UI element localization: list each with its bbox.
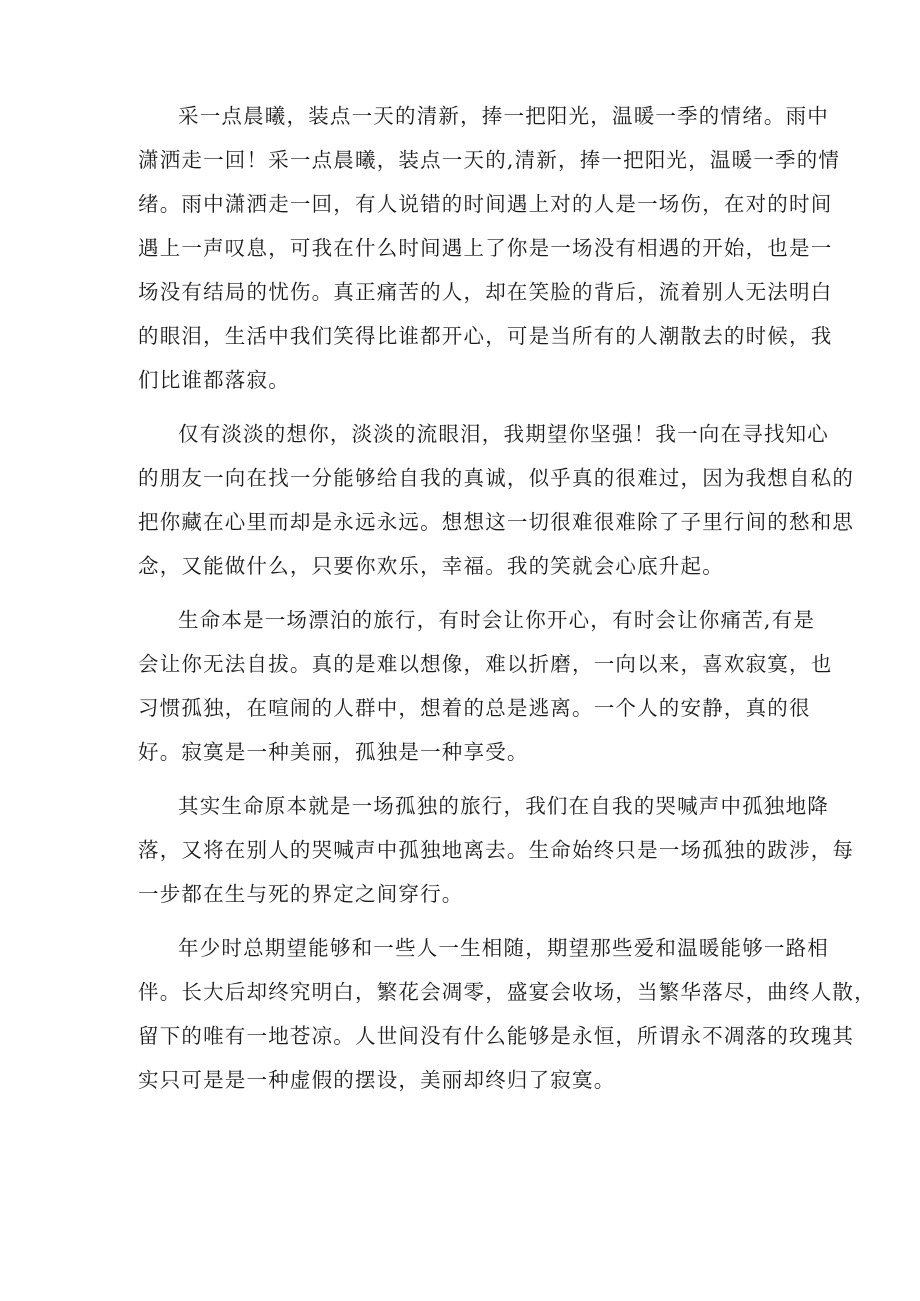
text-line: 潇洒走一回！采一点晨曦，装点一天的,清新，捧一把阳光，温暖一季的情: [138, 148, 841, 172]
text-line: 实只可是是一种虚假的摆设，美丽却终归了寂寞。: [138, 1068, 616, 1092]
text-line: 的朋友一向在找一分能够给自我的真诚，似乎真的很难过，因为我想自私的: [138, 466, 855, 490]
text-line: 念，又能做什么，只要你欢乐，幸福。我的笑就会心底升起。: [138, 554, 724, 578]
text-line: 落，又将在别人的哭喊声中孤独地离去。生命始终只是一场孤独的跋涉，每: [138, 838, 855, 862]
paragraph-5: [138, 926, 876, 1102]
article-body: [138, 94, 876, 1102]
paragraph-4: [138, 784, 855, 916]
text-line: 的眼泪，生活中我们笑得比谁都开心，可是当所有的人潮散去的时候，我: [138, 324, 833, 348]
text-line: 伴。长大后却终究明白，繁花会凋零，盛宴会收场，当繁华落尽，曲终人散，: [138, 980, 876, 1004]
paragraph-2: [138, 412, 855, 588]
text-line: 留下的唯有一地苍凉。人世间没有什么能够是永恒，所谓永不凋落的玫瑰其: [138, 1024, 855, 1048]
paragraph-1: [138, 94, 841, 402]
text-line: 习惯孤独，在喧闹的人群中，想着的总是逃离。一个人的安静，真的很: [138, 696, 811, 720]
text-line: 遇上一声叹息，可我在什么时间遇上了你是一场没有相遇的开始，也是一: [138, 236, 833, 260]
text-line: 采一点晨曦，装点一天的清新，捧一把阳光，温暖一季的情绪。雨中: [178, 104, 829, 128]
text-line: 场没有结局的忧伤。真正痛苦的人，却在笑脸的背后，流着别人无法明白: [138, 280, 833, 304]
text-line: 一步都在生与死的界定之间穿行。: [138, 882, 464, 906]
text-line: 们比谁都落寂。: [138, 368, 290, 392]
text-line: 绪。雨中潇洒走一回，有人说错的时间遇上对的人是一场伤，在对的时间: [138, 192, 833, 216]
text-line: 生命本是一场漂泊的旅行，有时会让你开心，有时会让你痛苦,有是: [178, 608, 816, 632]
text-line: 会让你无法自拔。真的是难以想像，难以折磨，一向以来，喜欢寂寞，也: [138, 652, 833, 676]
paragraph-3: [138, 598, 833, 774]
text-line: 年少时总期望能够和一些人一生相随，期望那些爱和温暖能够一路相: [178, 936, 829, 960]
text-line: 把你藏在心里而却是永远永远。想想这一切很难很难除了子里行间的愁和思: [138, 510, 855, 534]
text-line: 好。寂寞是一种美丽，孤独是一种享受。: [138, 740, 529, 764]
text-line: 仅有淡淡的想你，淡淡的流眼泪，我期望你坚强！我一向在寻找知心: [178, 422, 829, 446]
text-line: 其实生命原本就是一场孤独的旅行，我们在自我的哭喊声中孤独地降: [178, 794, 829, 818]
